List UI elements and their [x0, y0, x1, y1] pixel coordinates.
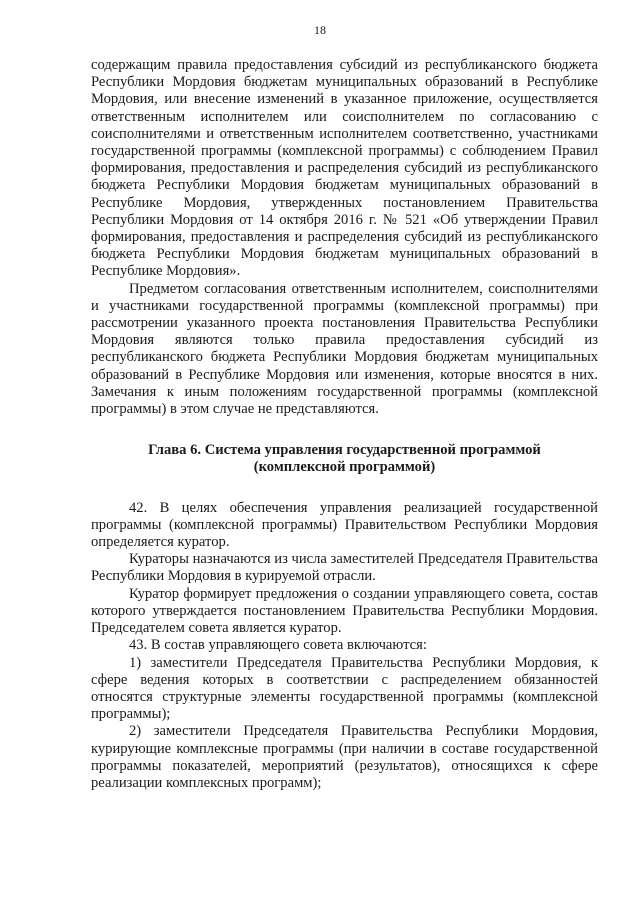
paragraph-6: 43. В состав управляющего совета включаются:: [129, 637, 427, 654]
page-number: 18: [314, 23, 326, 37]
paragraph-5: Куратор формирует предложения о создании управляющего совета, состав которого утверждается постановлением Правительства Республики Мордовия. Председателем совета является куратор.: [91, 585, 598, 637]
paragraph-2: Предметом согласования ответственным исполнителем, соисполнителями и участниками государственной программы (комплексной программы) при рассмотрении указанного проекта постановления Правительства Республики Мордовия являются только правила предоставления субсидий из республиканского бюджета Республики Мордовия бюджетам муниципальных образований в Республике Мордовия или изменения, которые вносятся в них. Замечания к иным положениям государственной программы (комплексной программы) в этом случае не представляются.: [91, 280, 598, 418]
document-body: [91, 57, 598, 792]
chapter-heading: Глава 6. Система управления государственной программой (комплексной программой): [148, 442, 541, 476]
list-item-1: 1) заместители Председателя Правительства Республики Мордовия, к сфере ведения которых в соответствии с распределением обязанностей относятся структурные элементы государственной программы (комплексной программы);: [91, 654, 598, 723]
paragraph-4: Кураторы назначаются из числа заместителей Председателя Правительства Республики Мордовия в курируемой отрасли.: [91, 551, 598, 585]
paragraph-3: 42. В целях обеспечения управления реализацией государственной программы (комплексной программы) Правительством Республики Мордовия определяется куратор.: [91, 499, 598, 551]
paragraph-1: содержащим правила предоставления субсидий из республиканского бюджета Республики Мордовия бюджетам муниципальных образований в Республике Мордовия, или внесение изменений в указанное приложение, осуществляется ответственным исполнителем или соисполнителем по согласованию с соисполнителями и ответственным исполнителем соответственно, участниками государственной программы (комплексной программы) с соблюдением Правил формирования, предоставления и распределения субсидий из республиканского бюджета Республики Мордовия бюджетам муниципальных образований в Республике Мордовия, утвержденных постановлением Правительства Республики Мордовия от 14 октября 2016 г. № 521 «Об утверждении Правил формирования, предоставления и распределения субсидий из республиканского бюджета Республики Мордовия бюджетам муниципальных образований в Республике Мордовия».: [91, 57, 598, 280]
list-item-2: 2) заместители Председателя Правительства Республики Мордовия, курирующие комплексные программы (при наличии в составе государственной программы показателей, мероприятий (результатов), относящихся к сфере реализации комплексных программ);: [91, 723, 598, 791]
